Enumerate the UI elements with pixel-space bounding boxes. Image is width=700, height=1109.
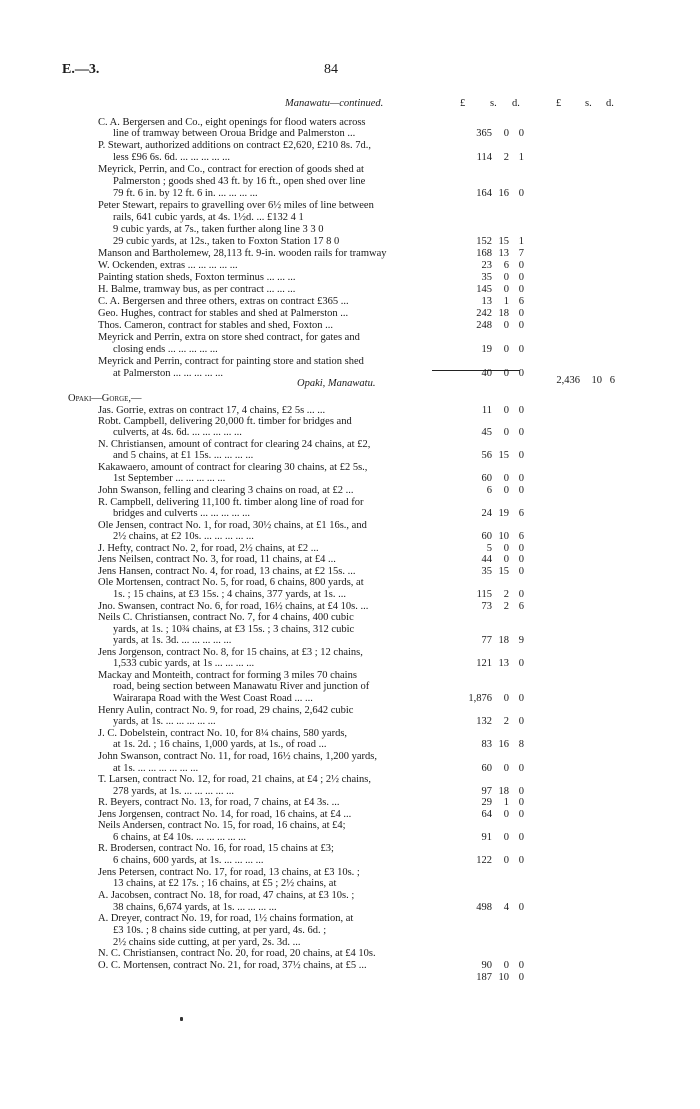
entry-line: yards, at 1s. ; 10¾ chains, at £3 15s. ; 3 chains, 312 cubic (113, 624, 355, 635)
amount-pounds: 122 (476, 855, 492, 866)
page-number: 84 (324, 62, 338, 77)
amount-shillings: 2 (503, 601, 509, 612)
amount-shillings: 19 (498, 508, 509, 519)
entry-line: 278 yards, at 1s. ... ... ... ... ... (113, 786, 235, 797)
entry-line: Wairarapa Road with the West Coast Road ... ... (113, 693, 313, 704)
entry-line: rails, 641 cubic yards, at 4s. 1½d. ... £132 4 1 (113, 212, 304, 223)
amount-pounds: 77 (481, 635, 492, 646)
amount-shillings: 1 (503, 797, 509, 808)
entry-line: C. A. Bergersen and Co., eight openings for flood waters across (98, 117, 366, 128)
entry-line: N. Christiansen, amount of contract for clearing 24 chains, at £2, (98, 439, 371, 450)
entry-line: closing ends ... ... ... ... ... (113, 344, 218, 355)
amount-shillings: 0 (503, 554, 509, 565)
entry-line: R. Beyers, contract No. 13, for road, 7 chains, at £4 3s. ... (98, 797, 340, 808)
amount-pence: 6 (518, 601, 524, 612)
entry-line: culverts, at 4s. 6d. ... ... ... ... ... (113, 427, 242, 438)
entry-line: Neils Andersen, contract No. 15, for road, 16 chains, at £4; (98, 820, 346, 831)
amount-pence: 0 (518, 716, 524, 727)
amount-shillings: 0 (503, 344, 509, 355)
entry-line: John Swanson, felling and clearing 3 chains on road, at £2 ... (98, 485, 354, 496)
entry-line: 9 cubic yards, at 7s., taken further along line 3 3 0 (113, 224, 324, 235)
amount-shillings: 0 (503, 272, 509, 283)
amount-pounds: 168 (476, 248, 492, 259)
entry-line: Painting station sheds, Foxton terminus ... ... ... (98, 272, 296, 283)
entry-line: T. Larsen, contract No. 12, for road, 21 chains, at £4 ; 2½ chains, (98, 774, 372, 785)
entry-line: 13 chains, at £2 17s. ; 16 chains, at £5 ; 2½ chains, at (113, 878, 337, 889)
amount-shillings: 0 (503, 128, 509, 139)
entry-line: 2½ chains, at £2 10s. ... ... ... ... ... (113, 531, 254, 542)
amount-pounds: 164 (476, 188, 492, 199)
amount-pounds: 23 (481, 260, 492, 271)
section-total-pounds: 2,436 (556, 375, 580, 386)
amount-pounds: 365 (476, 128, 492, 139)
amount-shillings: 0 (503, 485, 509, 496)
entry-line: line of tramway between Oroua Bridge and Palmerston ... (113, 128, 356, 139)
amount-pence: 1 (518, 236, 524, 247)
entry-line: Mackay and Monteith, contract for forming 3 miles 70 chains (98, 670, 357, 681)
entry-line: at Palmerston ... ... ... ... ... (113, 368, 223, 379)
amount-shillings: 13 (498, 658, 509, 669)
amount-shillings: 0 (503, 284, 509, 295)
amount-pence: 6 (518, 508, 524, 519)
entry-line: 6 chains, at £4 10s. ... ... ... ... ... (113, 832, 246, 843)
entry-line: Jas. Gorrie, extras on contract 17, 4 chains, £2 5s ... ... (98, 405, 326, 416)
amount-shillings: 2 (503, 716, 509, 727)
entry-line: at 1s. 2d. ; 16 chains, 1,000 yards, at 1s., of road ... (113, 739, 327, 750)
entry-line: W. Ockenden, extras ... ... ... ... ... (98, 260, 238, 271)
entry-line: Henry Aulin, contract No. 9, for road, 29 chains, 2,642 cubic (98, 705, 354, 716)
amount-shillings: 2 (503, 589, 509, 600)
amount-shillings: 2 (503, 152, 509, 163)
amount-shillings: 16 (498, 188, 509, 199)
entry-line: less £96 6s. 6d. ... ... ... ... ... (113, 152, 230, 163)
entry-line: 29 cubic yards, at 12s., taken to Foxton Station 17 8 0 (113, 236, 340, 247)
amount-pence: 0 (518, 902, 524, 913)
amount-shillings: 18 (498, 308, 509, 319)
amount-pence: 0 (518, 344, 524, 355)
amount-pounds: 498 (476, 902, 492, 913)
amount-pounds: 83 (481, 739, 492, 750)
entry-line: £3 10s. ; 8 chains side cutting, at per yard, 4s. 6d. ; (113, 925, 327, 936)
amount-pence: 0 (518, 658, 524, 669)
amount-shillings: 10 (498, 972, 509, 983)
entry-line: A. Jacobsen, contract No. 18, for road, 47 chains, at £3 10s. ; (98, 890, 355, 901)
amount-pounds: 91 (481, 832, 492, 843)
amount-shillings: 0 (503, 693, 509, 704)
entry-line: Jno. Swansen, contract No. 6, for road, 16½ chains, at £4 10s. ... (98, 601, 369, 612)
amount-pence: 0 (518, 405, 524, 416)
entry-line: 38 chains, 6,674 yards, at 1s. ... ... ... ... (113, 902, 277, 913)
amount-pence: 0 (518, 809, 524, 820)
entry-line: John Swanson, contract No. 11, for road, 16½ chains, 1,200 yards, (98, 751, 377, 762)
amount-pounds: 64 (481, 809, 492, 820)
amount-pence: 0 (518, 693, 524, 704)
amount-pounds: 60 (481, 473, 492, 484)
entry-line: Kakawaero, amount of contract for clearing 30 chains, at £2 5s., (98, 462, 368, 473)
amount-pounds: 5 (486, 543, 492, 554)
entry-line: O. C. Mortensen, contract No. 21, for road, 37½ chains, at £5 ... (98, 960, 367, 971)
entry-line: yards, at 1s. ... ... ... ... ... (113, 716, 216, 727)
amount-pounds: 29 (481, 797, 492, 808)
amount-pounds: 40 (481, 368, 492, 379)
entry-line: C. A. Bergersen and three others, extras on contract £365 ... (98, 296, 349, 307)
amount-shillings: 13 (498, 248, 509, 259)
amount-shillings: 0 (503, 405, 509, 416)
amount-pounds: 13 (481, 296, 492, 307)
amount-pounds: 6 (486, 485, 492, 496)
amount-shillings: 0 (503, 855, 509, 866)
entry-line: road, being section between Manawatu River and junction of (113, 681, 370, 692)
entry-line: Meyrick and Perrin, extra on store shed contract, for gates and (98, 332, 360, 343)
amount-pounds: 35 (481, 566, 492, 577)
amount-shillings: 0 (503, 320, 509, 331)
amount-pence: 0 (518, 797, 524, 808)
amount-pence: 6 (518, 531, 524, 542)
entry-line: Jens Petersen, contract No. 17, for road, 13 chains, at £3 10s. ; (98, 867, 360, 878)
amount-shillings: 0 (503, 427, 509, 438)
amount-pence: 6 (518, 296, 524, 307)
entry-line: Geo. Hughes, contract for stables and shed at Palmerston ... (98, 308, 349, 319)
section-total-pence: 6 (609, 375, 615, 386)
amount-pence: 1 (518, 152, 524, 163)
section-title-opaki: Opaki, Manawatu. (297, 378, 376, 389)
amount-shillings: 18 (498, 786, 509, 797)
amount-pounds: 132 (476, 716, 492, 727)
entry-line: Neils C. Christiansen, contract No. 7, for 4 chains, 400 cubic (98, 612, 354, 623)
amount-pence: 0 (518, 855, 524, 866)
amount-pounds: 56 (481, 450, 492, 461)
amount-pence: 0 (518, 589, 524, 600)
amount-pence: 0 (518, 763, 524, 774)
amount-pence: 7 (518, 248, 524, 259)
entry-line: 1s. ; 15 chains, at £3 15s. ; 4 chains, 377 yards, at 1s. ... (113, 589, 347, 600)
amount-shillings: 0 (503, 832, 509, 843)
entry-line: bridges and culverts ... ... ... ... ... (113, 508, 251, 519)
amount-pence: 0 (518, 272, 524, 283)
amount-pounds: 60 (481, 531, 492, 542)
pounds-column-head: £ (460, 98, 466, 109)
amount-shillings: 0 (503, 763, 509, 774)
amount-shillings: 16 (498, 739, 509, 750)
entry-line: Robt. Campbell, delivering 20,000 ft. timber for bridges and (98, 416, 352, 427)
amount-pence: 0 (518, 284, 524, 295)
amount-pence: 0 (518, 368, 524, 379)
amount-shillings: 18 (498, 635, 509, 646)
amount-pounds: 115 (476, 589, 492, 600)
amount-pence: 0 (518, 473, 524, 484)
entry-line: Thos. Cameron, contract for stables and shed, Foxton ... (98, 320, 334, 331)
amount-pounds: 114 (476, 152, 492, 163)
amount-shillings: 15 (498, 450, 509, 461)
amount-pence: 0 (518, 128, 524, 139)
amount-pence: 0 (518, 450, 524, 461)
amount-pence: 8 (518, 739, 524, 750)
amount-shillings: 15 (498, 566, 509, 577)
total-pence-column-head: d. (606, 98, 614, 109)
entry-line: P. Stewart, authorized additions on contract £2,620, £210 8s. 7d., (98, 140, 371, 151)
amount-shillings: 0 (503, 960, 509, 971)
amount-pence: 0 (518, 320, 524, 331)
entry-line: 2½ chains side cutting, at per yard, 2s. 3d. ... (113, 937, 301, 948)
total-pounds-column-head: £ (556, 98, 562, 109)
section-heading-opaki-gorge: Opaki—Gorge,— (68, 393, 142, 404)
amount-pence: 0 (518, 485, 524, 496)
entry-line: Jens Jorgensen, contract No. 14, for road, 16 chains, at £4 ... (98, 809, 352, 820)
entry-line: J. Hefty, contract No. 2, for road, 2½ chains, at £2 ... (98, 543, 319, 554)
entry-line: Jens Neilsen, contract No. 3, for road, 11 chains, at £4 ... (98, 554, 336, 565)
entry-line: Ole Jensen, contract No. 1, for road, 30½ chains, at £1 16s., and (98, 520, 367, 531)
section-heading-manawatu: Manawatu—continued. (285, 98, 384, 109)
amount-shillings: 1 (503, 296, 509, 307)
amount-pounds: 35 (481, 272, 492, 283)
entry-line: Meyrick and Perrin, contract for painting store and station shed (98, 356, 364, 367)
entry-line: 1,533 cubic yards, at 1s ... ... ... ... (113, 658, 255, 669)
entry-line: 1st September ... ... ... ... ... (113, 473, 226, 484)
amount-pounds: 248 (476, 320, 492, 331)
entry-line: Ole Mortensen, contract No. 5, for road, 6 chains, 800 yards, at (98, 577, 364, 588)
amount-shillings: 0 (503, 368, 509, 379)
amount-pounds: 44 (481, 554, 492, 565)
ink-speck (180, 1017, 183, 1021)
entry-line: Jens Hansen, contract No. 4, for road, 13 chains, at £2 15s. ... (98, 566, 356, 577)
entry-line: Peter Stewart, repairs to gravelling over 6½ miles of line between (98, 200, 374, 211)
amount-pounds: 90 (481, 960, 492, 971)
amount-shillings: 0 (503, 473, 509, 484)
amount-shillings: 15 (498, 236, 509, 247)
amount-pence: 0 (518, 543, 524, 554)
amount-pounds: 152 (476, 236, 492, 247)
shillings-column-head: s. (490, 98, 497, 109)
report-reference: E.—3. (62, 62, 100, 77)
entry-line: R. Brodersen, contract No. 16, for road, 15 chains at £3; (98, 843, 334, 854)
amount-pence: 0 (518, 554, 524, 565)
entry-line: 79 ft. 6 in. by 12 ft. 6 in. ... ... ... ... (113, 188, 258, 199)
amount-pence: 0 (518, 786, 524, 797)
entry-line: N. C. Christiansen, contract No. 20, for road, 20 chains, at £4 10s. (98, 948, 376, 959)
amount-pence: 0 (518, 427, 524, 438)
amount-pounds: 187 (476, 972, 492, 983)
amount-pence: 0 (518, 188, 524, 199)
amount-shillings: 6 (503, 260, 509, 271)
entry-line: 6 chains, 600 yards, at 1s. ... ... ... ... (113, 855, 264, 866)
amount-pounds: 11 (481, 405, 492, 416)
amount-pounds: 145 (476, 284, 492, 295)
amount-pence: 0 (518, 972, 524, 983)
amount-pence: 0 (518, 960, 524, 971)
amount-pounds: 45 (481, 427, 492, 438)
total-shillings-column-head: s. (585, 98, 592, 109)
entry-line: and 5 chains, at £1 15s. ... ... ... ... (113, 450, 254, 461)
amount-shillings: 0 (503, 543, 509, 554)
amount-shillings: 0 (503, 809, 509, 820)
amount-pounds: 121 (476, 658, 492, 669)
amount-pounds: 97 (481, 786, 492, 797)
entry-line: R. Campbell, delivering 11,100 ft. timber along line of road for (98, 497, 364, 508)
amount-pounds: 19 (481, 344, 492, 355)
amount-pounds: 60 (481, 763, 492, 774)
entry-line: yards, at 1s. 3d. ... ... ... ... ... (113, 635, 232, 646)
amount-pence: 9 (518, 635, 524, 646)
entry-line: Manson and Bartholemew, 28,113 ft. 9-in. wooden rails for tramway (98, 248, 387, 259)
entry-line: at 1s. ... ... ... ... ... ... (113, 763, 199, 774)
entry-line: A. Dreyer, contract No. 19, for road, 1½ chains formation, at (98, 913, 354, 924)
amount-pounds: 242 (476, 308, 492, 319)
entry-line: Palmerston ; goods shed 43 ft. by 16 ft., open shed over line (113, 176, 366, 187)
amount-pence: 0 (518, 308, 524, 319)
entry-line: H. Balme, tramway bus, as per contract ... ... ... (98, 284, 296, 295)
entry-line: J. C. Dobelstein, contract No. 10, for 8¼ chains, 580 yards, (98, 728, 348, 739)
pence-column-head: d. (512, 98, 520, 109)
amount-pounds: 24 (481, 508, 492, 519)
amount-shillings: 4 (503, 902, 509, 913)
amount-shillings: 10 (498, 531, 509, 542)
amount-pence: 0 (518, 260, 524, 271)
amount-pounds: 73 (481, 601, 492, 612)
amount-pounds: 1,876 (468, 693, 492, 704)
entry-line: Meyrick, Perrin, and Co., contract for erection of goods shed at (98, 164, 364, 175)
amount-pence: 0 (518, 566, 524, 577)
entry-line: Jens Jorgenson, contract No. 8, for 15 chains, at £3 ; 12 chains, (98, 647, 363, 658)
amount-pence: 0 (518, 832, 524, 843)
section-total-shillings: 10 (591, 375, 602, 386)
